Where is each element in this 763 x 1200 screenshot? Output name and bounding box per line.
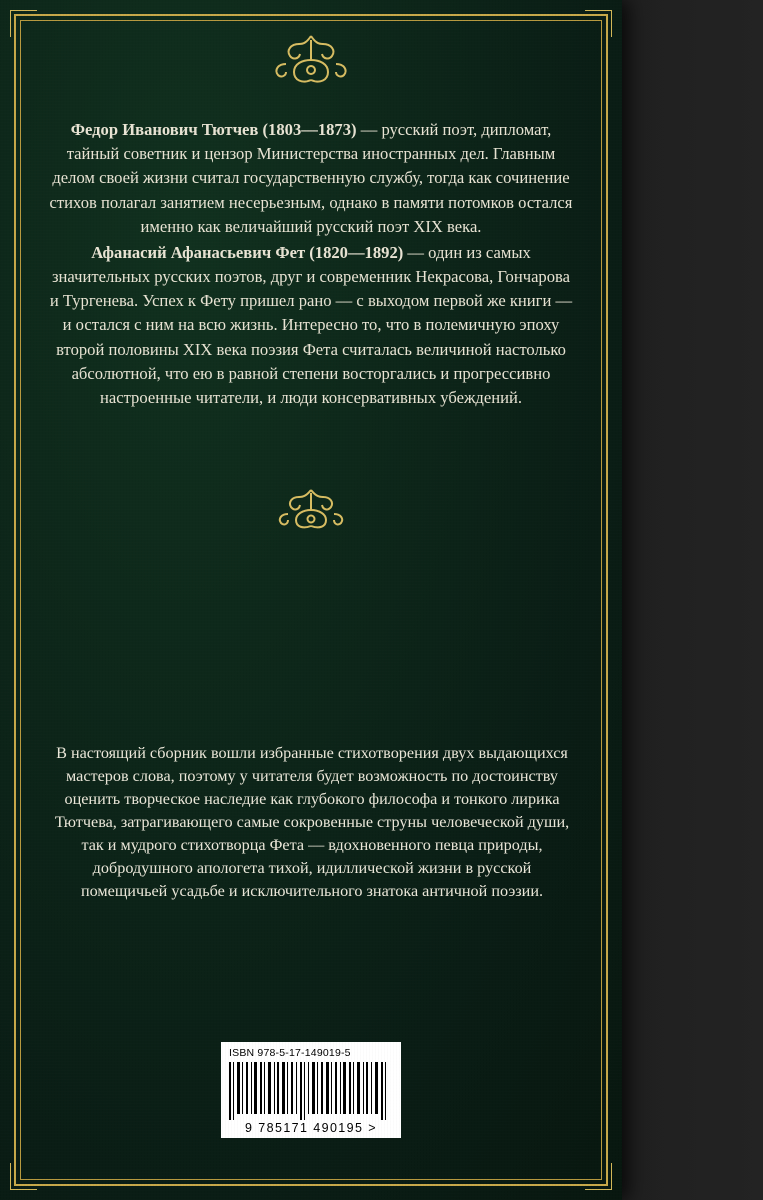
barcode-bars [227, 1062, 395, 1120]
bio-text-fet: — один из самых значительных русских поэтов, друг и современник Некрасова, Гончарова и Тургенева. Успех к Фету пришел рано — с выходом первой же книги — и остался с ним на всю жизнь. Интересно то, что в полемичную эпоху второй половины XIX века поэзия Фета считалась величиной настолько абсолютной, что ею в равной степени восторгались и прогрессивно настроенные читатели, и люди консервативных убеждений. [49, 242, 573, 408]
barcode-digits: 9 785171 490195 > [245, 1121, 377, 1135]
bio-paragraph-fet [46, 241, 576, 411]
authors-biography [46, 118, 576, 410]
floral-ornament-divider-icon [46, 484, 576, 536]
cover-content [46, 26, 576, 1174]
barcode [221, 1042, 401, 1138]
frame-corner-top-left [10, 10, 37, 37]
frame-corner-bottom-left [10, 1163, 37, 1190]
bio-lead-tyutchev: Федор Иванович Тютчев (1803—1873) [70, 120, 357, 139]
book-blurb: В настоящий сборник вошли избранные стихотворения двух выдающихся мастеров слова, поэтому у читателя будет возможность по достоинству оценить творческое наследие как глубокого философа и тонкого лирика Тютчева, затрагивающего самые сокровенные струны человеческой души, так и мудрого стихотворца Фета — вдохновенного певца природы, добродушного апологета тихой, идиллической жизни в русской помещичьей усадьбе и исключительного знатока античной поэзии. [54, 744, 570, 900]
frame-corner-top-right [585, 10, 612, 37]
isbn-label: ISBN 978-5-17-149019-5 [229, 1047, 351, 1059]
bio-text-tyutchev: — русский поэт, дипломат, тайный советник и цензор Министерства иностранных дел. Главным делом своей жизни считал государственную службу, тогда как сочинение стихов полагал занятием несерьезным, однако в памяти потомков остался именно как величайший русский поэт XIX века. [49, 120, 573, 236]
bio-lead-fet: Афанасий Афанасьевич Фет (1820—1892) [91, 242, 404, 262]
floral-ornament-icon [46, 30, 576, 96]
frame-corner-bottom-right [585, 1163, 612, 1190]
bio-paragraph-tyutchev [46, 118, 576, 239]
